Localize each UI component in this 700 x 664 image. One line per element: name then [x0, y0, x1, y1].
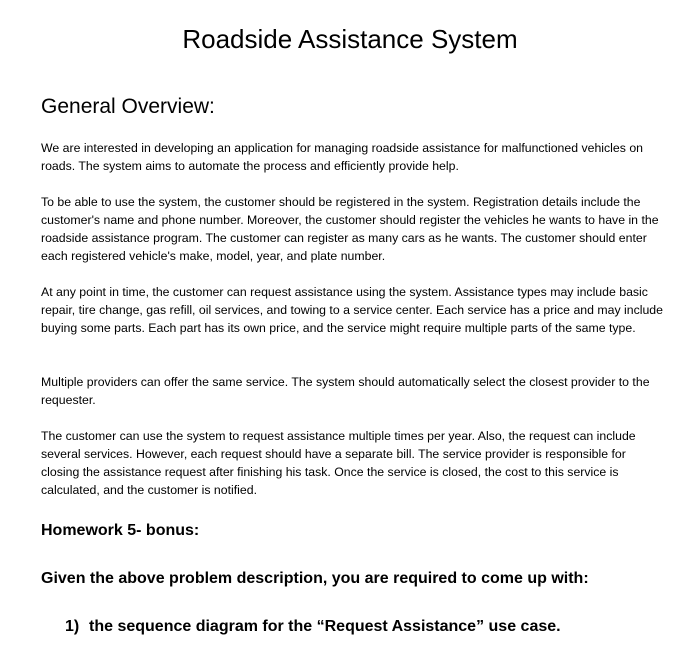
task-text: the sequence diagram for the “Request Assistance” use case.: [89, 618, 561, 635]
paragraph-providers: Multiple providers can offer the same service. The system should automatically select the closest provider to the requester.: [41, 375, 650, 407]
paragraph-assistance-types: At any point in time, the customer can request assistance using the system. Assistance types may include basic repair, tire change, gas refill, oil services, and towing to a service center. Each service has a price and may include buying some parts. Each part has its own price, and the service might require multiple parts of the same type.: [41, 285, 663, 335]
task-item: [65, 616, 561, 638]
paragraph-registration: To be able to use the system, the customer should be registered in the system. Registration details include the customer's name and phone number. Moreover, the customer should register the vehicles he wants to have in the roadside assistance program. The customer can register as many cars as he wants. The customer should enter each registered vehicle's make, model, year, and plate number.: [41, 195, 659, 263]
task-number: 1): [65, 618, 80, 635]
document-title: Roadside Assistance System: [182, 24, 518, 54]
homework-heading: Homework 5- bonus:: [41, 522, 200, 539]
paragraph-introduction: We are interested in developing an application for managing roadside assistance for malfunctioned vehicles on roads. The system aims to automate the process and efficiently provide help.: [41, 141, 644, 173]
task-intro: Given the above problem description, you are required to come up with:: [41, 570, 589, 587]
paragraph-requests-billing: The customer can use the system to request assistance multiple times per year. Also, the request can include several services. However, each request should have a separate bill. The service provider is responsible for closing the assistance request after finishing his task. Once the service is closed, the cost to this service is calculated, and the customer is notified.: [41, 429, 636, 497]
section-heading-general-overview: General Overview:: [41, 95, 215, 118]
